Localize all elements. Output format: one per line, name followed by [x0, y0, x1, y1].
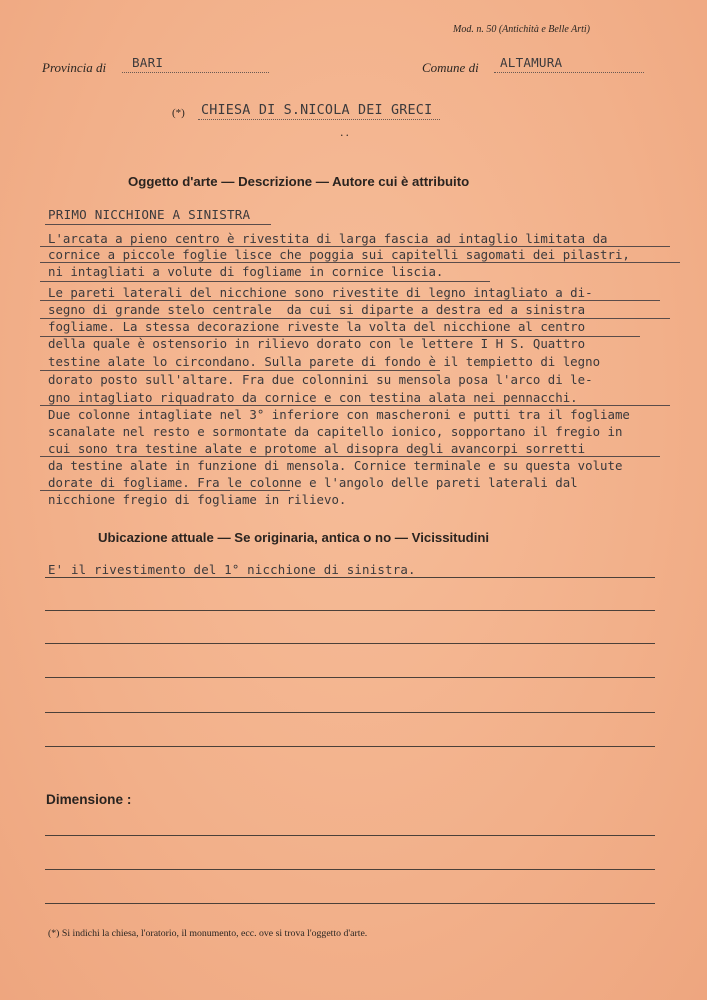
description-line: segno di grande stelo centrale da cui si diparte a destra ed a sinistra — [48, 302, 586, 317]
pencil-mark — [40, 300, 660, 301]
separator-dots: .. — [340, 126, 351, 139]
comune-line — [494, 72, 644, 73]
church-name: CHIESA DI S.NICOLA DEI GRECI — [201, 103, 433, 118]
location-rule — [45, 677, 655, 678]
description-line: della quale è ostensorio in rilievo dorato con le lettere I H S. Quattro — [48, 336, 586, 351]
pencil-mark — [40, 456, 660, 457]
location-text: E' il rivestimento del 1° nicchione di sinistra. — [48, 562, 416, 577]
form-id: Mod. n. 50 (Antichità e Belle Arti) — [453, 24, 591, 35]
location-rule — [45, 643, 655, 644]
description-line: Due colonne intagliate nel 3° inferiore con mascheroni e putti tra il fogliame — [48, 407, 630, 422]
dimension-rule — [45, 835, 655, 836]
pencil-mark — [40, 336, 640, 337]
title-underline — [45, 224, 271, 225]
description-line: L'arcata a pieno centro è rivestita di larga fascia ad intaglio limitata da — [48, 231, 608, 246]
description-line: testine alate lo circondano. Sulla parete di fondo è il tempietto di legno — [48, 354, 601, 369]
description-line: cornice a piccole foglie lisce che poggia sui capitelli sagomati dei pilastri, — [48, 247, 630, 262]
comune-label: Comune di — [422, 60, 479, 75]
description-line: da testine alate in funzione di mensola. Cornice terminale e su questa volute — [48, 458, 623, 473]
pencil-mark — [40, 490, 290, 491]
location-heading: Ubicazione attuale — Se originaria, antica o no — Vicissitudini — [98, 530, 490, 545]
pencil-mark — [40, 281, 490, 282]
location-rule — [45, 610, 655, 611]
description-line: ni intagliati a volute di fogliame in cornice liscia. — [48, 264, 444, 279]
description-line: dorate di fogliame. Fra le colonne e l'angolo delle pareti laterali dal — [48, 475, 578, 490]
dimension-heading: Dimensione : — [46, 792, 132, 807]
location-rule — [45, 577, 655, 578]
pencil-mark — [40, 262, 680, 263]
pencil-mark — [40, 370, 440, 371]
description-line: dorato posto sull'altare. Fra due colonnini su mensola posa l'arco di le- — [48, 372, 593, 387]
comune-value: ALTAMURA — [500, 55, 563, 70]
pencil-mark — [40, 405, 670, 406]
provincia-value: BARI — [132, 55, 164, 70]
provincia-line — [122, 72, 269, 73]
location-rule — [45, 746, 655, 747]
dimension-rule — [45, 869, 655, 870]
church-marker: (*) — [172, 107, 185, 119]
footnote: (*) Si indichi la chiesa, l'oratorio, il monumento, ecc. ove si trova l'oggetto d'arte. — [48, 928, 368, 939]
pencil-mark — [40, 318, 670, 319]
description-line: nicchione fregio di fogliame in rilievo. — [48, 492, 347, 507]
dimension-rule — [45, 903, 655, 904]
description-title: PRIMO NICCHIONE A SINISTRA — [48, 207, 251, 222]
description-line: cui sono tra testine alate e protome al disopra degli avancorpi sorretti — [48, 441, 586, 456]
location-rule — [45, 712, 655, 713]
pencil-mark — [40, 246, 670, 247]
description-line: fogliame. La stessa decorazione riveste la volta del nicchione al centro — [48, 319, 586, 334]
description-line: Le pareti laterali del nicchione sono rivestite di legno intagliato a di- — [48, 285, 593, 300]
description-line: gno intagliato riquadrato da cornice e con testina alata nei pennacchi. — [48, 390, 578, 405]
church-line — [198, 119, 440, 120]
description-line: scanalate nel resto e sormontate da capitello ionico, sopportano il fregio in — [48, 424, 623, 439]
provincia-label: Provincia di — [42, 60, 107, 75]
description-heading: Oggetto d'arte — Descrizione — Autore cui è attribuito — [128, 174, 470, 189]
